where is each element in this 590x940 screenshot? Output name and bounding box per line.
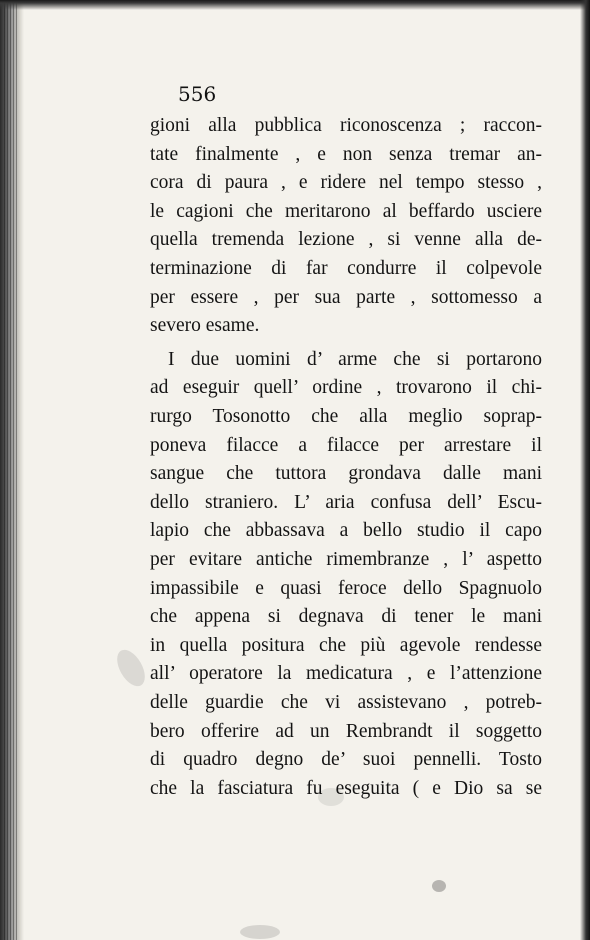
text-line: quella tremenda lezione , si venne alla de- <box>150 229 542 251</box>
text-line: in quella positura che più agevole rendesse <box>150 634 542 656</box>
text-line: I due uomini d’ arme che si portarono <box>168 348 542 370</box>
text-line: ad eseguir quell’ ordine , trovarono il chi- <box>150 377 542 399</box>
text-line: rurgo Tosonotto che alla meglio soprap- <box>150 406 542 427</box>
text-line: cora di paura , e ridere nel tempo stesso , <box>150 172 542 194</box>
text-line: impassibile e quasi feroce dello Spagnuolo <box>150 577 542 599</box>
text-line: per evitare antiche rimembranze , l’ aspetto <box>150 549 542 570</box>
text-line: sangue che tuttora grondava dalle mani <box>150 463 542 485</box>
text-line: poneva filacce a filacce per arrestare il <box>150 434 542 456</box>
text-line: lapio che abbassava a bello studio il capo <box>150 520 542 542</box>
foxing-spot <box>240 925 280 939</box>
text-line: dello straniero. L’ aria confusa dell’ Escu- <box>150 491 542 513</box>
text-line: di quadro degno de’ suoi pennelli. Tosto <box>150 749 542 771</box>
text-line: terminazione di far condurre il colpevole <box>150 258 542 279</box>
text-line: bero offerire ad un Rembrandt il soggetto <box>150 720 542 742</box>
text-line: gioni alla pubblica riconoscenza ; raccon- <box>150 115 542 136</box>
text-line: severo esame. <box>150 315 260 337</box>
foxing-spot <box>432 880 446 892</box>
text-line: che appena si degnava di tener le mani <box>150 606 542 628</box>
text-line: che la fasciatura fu eseguita ( e Dio sa se <box>150 777 542 799</box>
page-number: 556 <box>178 82 217 106</box>
right-edge-shadow <box>580 0 590 940</box>
text-line: le cagioni che meritarono al beffardo usciere <box>150 200 542 222</box>
top-edge-shadow <box>0 0 590 10</box>
text-line: tate finalmente , e non senza tremar an- <box>150 143 542 165</box>
text-line: per essere , per sua parte , sottomesso a <box>150 286 542 308</box>
text-line: all’ operatore la medicatura , e l’attenzione <box>150 663 542 685</box>
text-line: delle guardie che vi assistevano , potreb- <box>150 692 542 713</box>
spine-page-edges <box>4 0 18 940</box>
ink-smudge <box>111 645 150 691</box>
